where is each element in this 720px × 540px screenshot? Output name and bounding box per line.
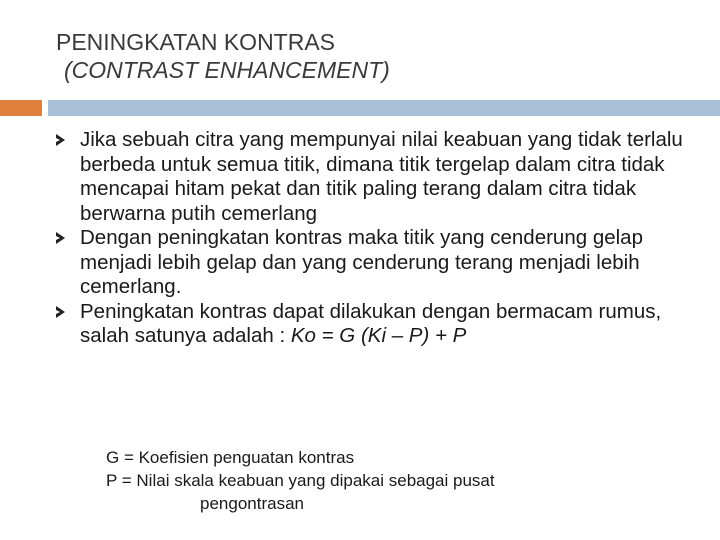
- accent-bar-blue: [48, 100, 720, 116]
- bullet-item: [56, 128, 696, 226]
- title-line-2: (CONTRAST ENHANCEMENT): [64, 57, 390, 83]
- definition-g: G = Koefisien penguatan kontras: [106, 448, 355, 467]
- bullet-item: [56, 300, 696, 349]
- arrow-bullet-icon: [56, 134, 65, 146]
- definitions: [106, 446, 706, 515]
- bullet-text: Dengan peningkatan kontras maka titik yang cenderung gelap menjadi lebih gelap dan yang cenderung terang menjadi lebih cemerlang.: [80, 226, 643, 298]
- definition-p-continued: pengontrasan: [200, 494, 304, 513]
- accent-bar-orange: [0, 100, 42, 116]
- bullet-list: [56, 128, 696, 349]
- arrow-bullet-icon: [56, 306, 65, 318]
- bullet-text: Peningkatan kontras dapat dilakukan dengan bermacam rumus, salah satunya adalah :: [80, 299, 662, 347]
- definition-p: P = Nilai skala keabuan yang dipakai sebagai pusat: [106, 471, 495, 490]
- slide-title: [56, 28, 390, 84]
- formula: Ko = G (Ki – P) + P: [290, 324, 467, 347]
- title-line-1: PENINGKATAN KONTRAS: [56, 29, 336, 55]
- arrow-bullet-icon: [56, 232, 65, 244]
- bullet-item: [56, 226, 696, 300]
- bullet-text: Jika sebuah citra yang mempunyai nilai keabuan yang tidak terlalu berbeda untuk semua titik, dimana titik tergelap dalam citra tidak mencapai hitam pekat dan titik paling terang dalam citra tidak berwarna putih cemerlang: [80, 128, 683, 225]
